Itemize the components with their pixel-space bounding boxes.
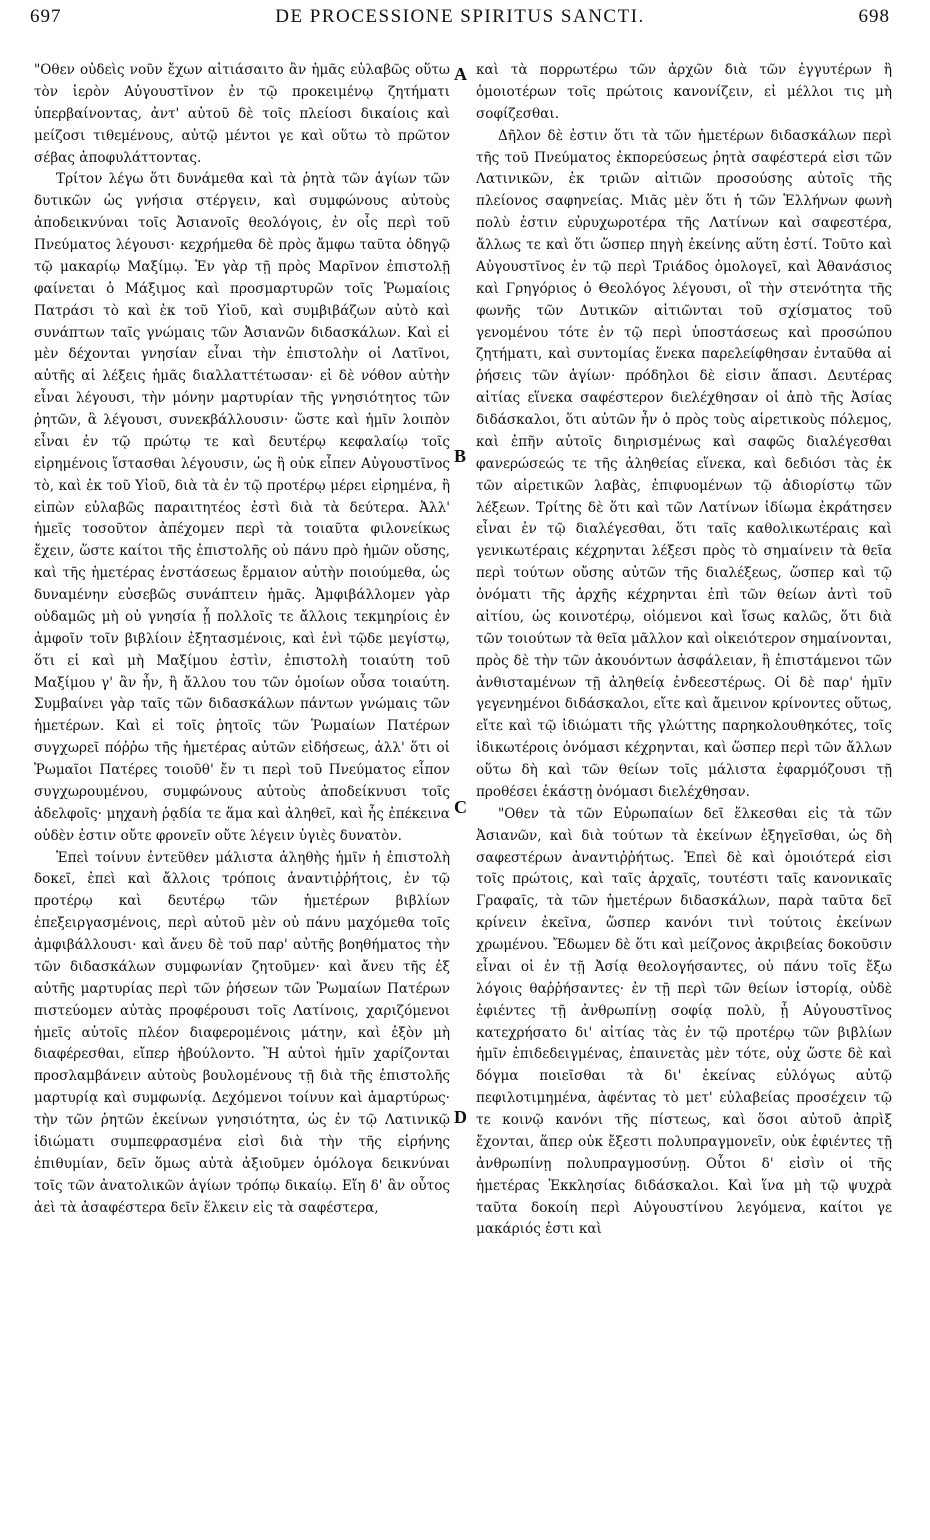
paragraph: καὶ τὰ πορρωτέρω τῶν ἀρχῶν διὰ τῶν ἐγγυτέρων ἢ ὁμοιοτέρων τοῖς πρώτοις κανονίζειν, εἰ μέλλοι τις μὴ σοφίζεσθαι. bbox=[476, 62, 892, 122]
right-column bbox=[476, 60, 892, 1530]
left-column bbox=[34, 60, 450, 1530]
page-number-left: 697 bbox=[30, 6, 62, 27]
margin-letter-b: B bbox=[454, 446, 467, 466]
margin-letter-d: D bbox=[454, 1107, 467, 1127]
paragraph: "Οθεν οὐδεὶς νοῦν ἔχων αἰτιάσαιτο ἂν ἡμᾶς εὐλαβῶς οὕτω τὸν ἱερὸν Αὐγουστῖνον ἐν τῷ προκειμένῳ ζητήματι ὑπερβαίνοντας, ἀντ' αὐτοῦ δὲ τοῖς πλείοσι δικαίοις καὶ μείζοσι τιθεμένους, αὐτῷ μέντοι γε καὶ οὕτω τὸ πρῶτον σέβας ἀποφυλάττοντας. bbox=[34, 62, 450, 166]
paragraph: Τρίτον λέγω ὅτι δυνάμεθα καὶ τὰ ῥητὰ τῶν ἁγίων τῶν δυτικῶν ὡς γνήσια στέργειν, καὶ συμφώνους αὐτοὺς ἀποδεικνύναι τοῖς Ἀσιανοῖς θεολόγοις, ἐν οἷς περὶ τοῦ Πνεύματος λέγουσι· κεχρήμεθα δὲ πρὸς ἄμφω ταῦτα ὁδηγῷ τῷ μακαρίῳ Μαξίμῳ. Ἐν γὰρ τῇ πρὸς Μαρῖνον ἐπιστολῇ φαίνεται ὁ Μάξιμος καὶ προσμαρτυρῶν τοῖς Ῥωμαίοις Πατράσι τὸ καὶ ἐκ τοῦ Υἱοῦ, καὶ συμβιβάζων αὐτὸ καὶ συνάπτων ταῖς γνώμαις τῶν Ἀσιανῶν διδασκάλων. Καὶ εἰ μὲν δέχονται γνησίαν εἶναι τὴν ἐπιστολὴν οἱ Λατῖνοι, αὐτῆς αἱ λέξεις ἡμᾶς διαλλαττέτωσαν· εἰ δὲ νόθον αὐτὴν εἶναι λέγουσι, τὴν μόνην μαρτυρίαν τῆς γνησιότητος τῶν ῥητῶν, ἃ λέγουσι, συνεκβάλλουσιν· ὥστε καὶ ἡμῖν λοιπὸν εἶναι ἐν τῷ πρώτῳ τε καὶ δευτέρῳ κεφαλαίῳ τοῖς εἰρημένοις ἵστασθαι λέγουσιν, ὡς ἢ οὐκ εἶπεν Αὐγουστῖνος τὸ, καὶ ἐκ τοῦ Υἱοῦ, διὰ τὰ ἐν τῷ προτέρῳ μέρει εἰρημένα, ἢ εἰπὼν εὐλαβῶς παραιτητέος ἐστὶ διὰ τὰ δεύτερα. Ἀλλ' ἡμεῖς τοσοῦτον ἀπέχομεν περὶ τὰ τοιαῦτα φιλονείκως ἔχειν, ὥστε καίτοι τῆς ἐπιστολῆς οὐ πάνυ πρὸ ἡμῶν οὔσης, καὶ τῆς ἡμετέρας ἐνστάσεως ἔρμαιον αὐτὴν ποιούμεθα, ὡς δυναμένην εὐσεβῶς συνάπτειν ἡμᾶς. Ἀμφιβάλλομεν γὰρ οὐδαμῶς μὴ οὐ γνησία ᾖ πολλοῖς τε ἄλλοις τεκμηρίοις ἐν ἀμφοῖν τοῖν βιβλίοιν ἐξητασμένοις, καὶ ἑνὶ τῷδε μεγίστῳ, ὅτι εἰ καὶ μὴ Μαξίμου ἐστὶν, ἐπιστολὴ τοιαύτη τοῦ Μαξίμου γ' ἂν ἦν, ἢ ἄλλου του τῶν ὁμοίων οὖσα τοιαύτη. Συμβαίνει γὰρ ταῖς τῶν διδασκάλων πάντων γνώμαις τῶν ἡμετέρων. Καὶ εἰ τοῖς ῥητοῖς τῶν Ῥωμαίων Πατέρων συγχωρεῖ πόῤῥω τῆς ἡμετέρας αὐτῶν εἰδήσεως, ἀλλ' ὅτι οἱ Ῥωμαῖοι Πατέρες τοιοῦθ' ἔν τι περὶ τοῦ Πνεύματος εἶπον συγχωρουμένου, συμφώνους αὐτοὺς ἀποδείκνυσι τοῖς ἀδελφοῖς· μηχανὴ ῥᾳδία τε ἅμα καὶ ἀληθεῖ, καὶ ἧς ἐπέκεινα οὐδὲν ἐστιν οὔτε φρονεῖν οὔτε λέγειν ὑγιὲς δυνατὸν. bbox=[34, 171, 450, 844]
paragraph: "Οθεν τὰ τῶν Εὐρωπαίων δεῖ ἕλκεσθαι εἰς τὰ τῶν Ἀσιανῶν, καὶ διὰ τούτων τὰ ἐκείνων ἐξηγεῖσθαι, ὡς δὴ σαφεστέρων ἀναντιῤῥήτως. Ἐπεὶ δὲ καὶ ὁμοιότερά εἰσι τοῖς πρώτοις, καὶ ταῖς ἀρχαῖς, τουτέστι ταῖς κανονικαῖς Γραφαῖς, τὰ τῶν ἡμετέρων διδασκάλων, παρὰ ταῦτα δεῖ κρίνειν ἐκεῖνα, ὥσπερ κανόνι τινὶ τούτοις ἐκείνων χρωμένου. Ἔδωμεν δὲ ὅτι καὶ μείζονος ἀκριβείας δοκοῦσιν εἶναι οἱ ἐν τῇ Ἀσίᾳ θεολογήσαντες, οὐ πάνυ τοῖς ἔξω λόγοις θαῤῥήσαντες· ἐν τῇ περὶ τῶν θείων ἱστορίᾳ, οὐδὲ ἐφιέντες τῇ ἀνθρωπίνῃ σοφίᾳ πολὺ, ᾗ Αὐγουστῖνος κατεχρήσατο δι' αἰτίας τὰς ἐν τῷ προτέρῳ τῶν βιβλίων ἡμῖν ἐπιδεδειγμένας, ἐπαινετὰς μὲν τότε, οὐχ ὥστε δὲ καὶ δόγμα ποιεῖσθαι τὰ δι' ἐκείνας εὐλόγως αὐτῷ πεφιλοτιμημένα, ἀφέντας τὸ μετ' εὐλαβείας προσέχειν τῷ τε κοινῷ κανόνι τῆς πίστεως, καὶ ὅσοι αὐτοῦ ἀπρὶξ ἔχονται, ἅπερ οὐκ ἔξεστι πολυπραγμονεῖν, οὐκ ἐφιέντες τῇ ἀνθρωπίνῃ πολυπραγμοσύνῃ. Οὗτοι δ' εἰσὶν οἱ τῆς ἡμετέρας Ἐκκλησίας διδάσκαλοι. Καὶ ἵνα μὴ τῷ ψυχρὰ ταῦτα δοκοίη περὶ Αὐγουστίνου λεγόμενα, καίτοι γε μακάριός ἐστι καὶ bbox=[476, 805, 892, 1238]
margin-letter-a: A bbox=[454, 64, 467, 84]
running-title: DE PROCESSIONE SPIRITUS SANCTI. bbox=[275, 6, 645, 27]
paragraph: Δῆλον δὲ ἐστιν ὅτι τὰ τῶν ἡμετέρων διδασκάλων περὶ τῆς τοῦ Πνεύματος ἐκπορεύσεως ῥητὰ σαφέστερά εἰσι τῶν Λατινικῶν, ἐκ τριῶν αἰτιῶν προσούσης αὐτοῖς τῆς πλείονος σαφηνείας. Μιᾶς μὲν ὅτι ἡ τῶν Ἑλλήνων φωνὴ πολὺ ἐστιν εὐρυχωροτέρα τῆς Λατίνων καὶ σαφεστέρα, ἄλλως τε καὶ ὅτι ὥσπερ πηγὴ ἐκείνης αὕτη ἐστί. Τοῦτο καὶ Αὐγουστῖνος ἐν τῷ περὶ Τριάδος ὁμολογεῖ, καὶ Ἀθανάσιος καὶ Γρηγόριος ὁ Θεολόγος λέγουσι, οἳ τὴν στενότητα τῆς φωνῆς τῶν Δυτικῶν αἰτιῶνται τοῦ σχίσματος τοῦ γενομένου τότε ἐν τῷ περὶ ὑποστάσεως καὶ προσώπου ζητήματι, καὶ συντομίας ἕνεκα παρελείφθησαν ἐνταῦθα αἱ ῥήσεις τῶν ἁγίων· πρόδηλοι δὲ εἰσιν ἅπασι. Δευτέρας αἰτίας εἵνεκα σαφέστερον διελέχθησαν οἱ ἀπὸ τῆς Ἀσίας διδάσκαλοι, ὅτι αὐτῶν ἦν ὁ πρὸς τοὺς αἱρετικοὺς πόλεμος, καὶ ἐπῆν αὐτοῖς διηρισμένως καὶ σαφῶς διαλέγεσθαι φανερώσεώς τε τῆς ἀληθείας εἵνεκα, καὶ δεδιόσι τὰς ἐκ τῶν αἱρετικῶν λαβὰς, ἐπιφυομένων τῷ ἀδιορίστῳ τῶν λέξεων. Τρίτης δὲ ὅτι καὶ τῶν Λατίνων ἰδίωμα ἐκράτησεν εἶναι ἐν τῷ διαλέγεσθαι, ὅτι ταῖς καθολικωτέραις καὶ γενικωτέραις κέχρηνται λέξεσι πρὸς τὸ σημαίνειν τὰ θεῖα περὶ τούτων οὔσης αὐτῶν τῆς διαλέξεως, ὥσπερ καὶ τῷ ὀνόματι τῆς ἀρχῆς κέχρηνται ἐπὶ τῶν θείων ἀντὶ τοῦ αἰτίου, ὡς κοινοτέρῳ, οἰόμενοι καὶ ἴσως καλῶς, ὅτι διὰ τῶν τοιούτων τὰ θεῖα μᾶλλον καὶ οἰκειότερον σημαίνονται, πρὸς δὲ τὴν τῶν ἀκουόντων ἀσφάλειαν, ἢ ἐπιστάμενοι τῶν ἀνθισταμένων τῇ ἀληθείᾳ ἐνδεεστέρως. Οἱ δὲ παρ' ἡμῖν γεγενημένοι διδάσκαλοι, εἴτε καὶ ἄμεινον κρίνοντες οὕτως, εἴτε καὶ τῷ ἰδιώματι τῆς γλώττης παρηκολουθηκότες, τοῖς ἰδικωτέροις ὀνόμασι κέχρηνται, καὶ ὥσπερ περὶ τῶν ἄλλων οὕτω δὴ καὶ τῶν θείων τοῖς μάλιστα ἐφαρμόζουσι τῇ προθέσει ἑκάστῃ ὀνόμασι διελέχθησαν. bbox=[476, 127, 892, 800]
margin-letter-c: C bbox=[454, 797, 467, 817]
paragraph: Ἐπεὶ τοίνυν ἐντεῦθεν μάλιστα ἀληθὴς ἡμῖν ἡ ἐπιστολὴ δοκεῖ, ἐπεὶ καὶ ἄλλοις τρόποις ἀναντιῤῥήτοις, ἐν τῷ προτέρῳ καὶ δευτέρῳ τῶν ἡμετέρων βιβλίων ἐπεξειργασμένοις, περὶ αὐτοῦ μὲν οὐ πάνυ μαχόμεθα τοῖς ἀμφιβάλλουσι· καὶ ἄνευ δὲ τοῦ παρ' αὐτῆς βοηθήματος τὴν τῶν διδασκάλων συμφωνίαν ζητοῦμεν· καὶ ἄνευ τῆς ἐξ αὐτῆς μαρτυρίας περὶ τῶν ῥήσεων τῶν Ῥωμαίων Πατέρων πιστεύομεν αὐτὰς προφέρουσι τοῖς Λατίνοις, χαριζόμενοι ἡμεῖς αὐτοῖς πλέον διαφερομένοις μάτην, καὶ ἐξὸν μὴ διαφέρεσθαι, εἴπερ ἠβούλοντο. Ἢ αὐτοὶ ἡμῖν χαρίζονται προσλαμβάνειν αὐτοὺς βουλομένους τῇ διὰ τῆς ἐπιστολῆς μαρτυρίᾳ καὶ συμφωνίᾳ. Δεχόμενοι τοίνυν καὶ ἀμαρτύρως· τὴν τῶν ῥητῶν ἐκείνων γνησιότητα, ὡς ἐν τῷ Λατινικῷ ἰδιώματι συμπεφρασμένα εἰσὶ διὰ τὴν τῆς εἰρήνης ἐπιθυμίαν, δεῖν ὅμως αὐτὰ ἀξιοῦμεν ὁμόλογα δεικνύναι τοῖς τῶν ἀνατολικῶν ἁγίων τρόπῳ δικαίῳ. Εἴη δ' ἂν οὗτος ἀεὶ τὰ ἀσαφέστερα δεῖν ἕλκειν εἰς τὰ σαφέστερα, bbox=[34, 849, 450, 1216]
page-number-right: 698 bbox=[858, 6, 890, 27]
page-header bbox=[30, 6, 890, 40]
